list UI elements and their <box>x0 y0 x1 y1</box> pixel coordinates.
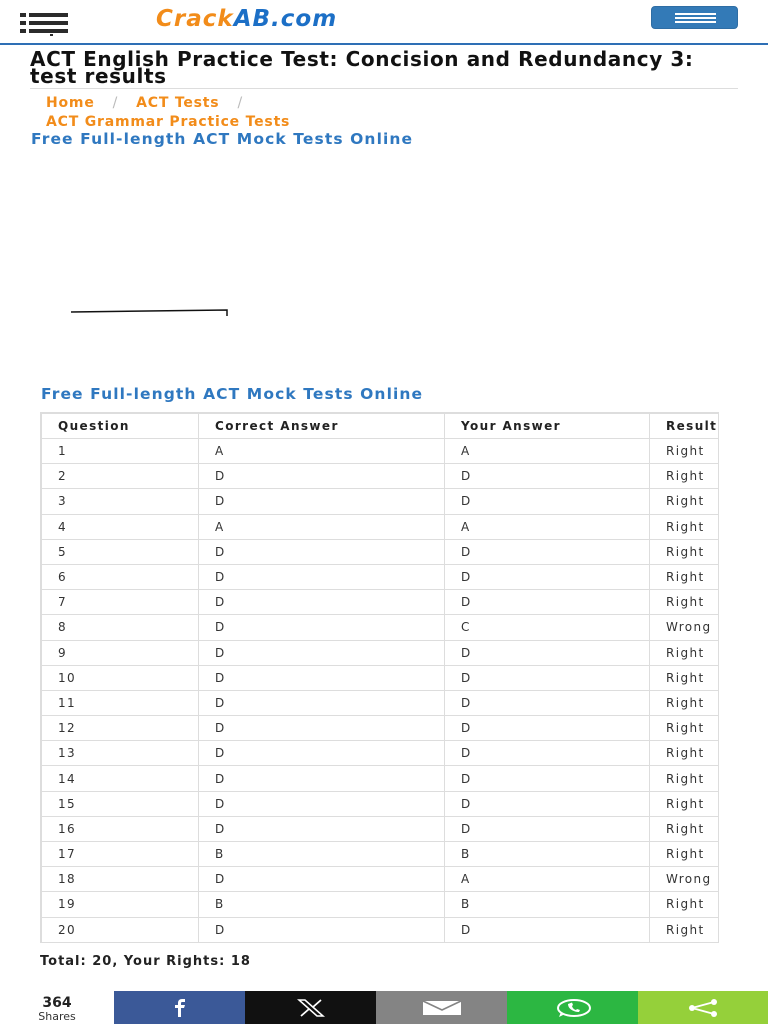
table-row <box>42 640 720 665</box>
table-row <box>42 690 720 715</box>
cell-correct-answer: D <box>199 489 445 514</box>
cell-result: Right <box>650 489 720 514</box>
breadcrumb-home[interactable]: Home <box>46 95 95 111</box>
cell-question: 1 <box>42 439 199 464</box>
cell-correct-answer: D <box>199 640 445 665</box>
results-table <box>41 413 719 943</box>
list-menu-icon[interactable] <box>20 12 68 36</box>
cell-correct-answer: D <box>199 539 445 564</box>
cell-question: 19 <box>42 892 199 917</box>
cell-question: 7 <box>42 590 199 615</box>
table-row <box>42 539 720 564</box>
ad-placeholder-line <box>60 296 240 320</box>
cell-result: Right <box>650 766 720 791</box>
cell-your-answer: D <box>445 766 650 791</box>
cell-question: 14 <box>42 766 199 791</box>
cell-correct-answer: D <box>199 590 445 615</box>
cell-result: Right <box>650 716 720 741</box>
cell-question: 6 <box>42 564 199 589</box>
cell-correct-answer: D <box>199 867 445 892</box>
table-row <box>42 564 720 589</box>
logo-text-ab: AB.com <box>233 6 338 32</box>
cell-your-answer: A <box>445 867 650 892</box>
breadcrumb-act-tests[interactable]: ACT Tests <box>136 95 220 111</box>
cell-correct-answer: D <box>199 464 445 489</box>
cell-question: 13 <box>42 741 199 766</box>
cell-your-answer: D <box>445 816 650 841</box>
cell-correct-answer: D <box>199 690 445 715</box>
cell-question: 15 <box>42 791 199 816</box>
table-row <box>42 791 720 816</box>
site-logo[interactable] <box>156 6 337 32</box>
cell-question: 10 <box>42 665 199 690</box>
cell-your-answer: D <box>445 791 650 816</box>
cell-correct-answer: A <box>199 514 445 539</box>
cell-your-answer: D <box>445 741 650 766</box>
cell-your-answer: D <box>445 716 650 741</box>
cell-result: Wrong <box>650 615 720 640</box>
cell-your-answer: D <box>445 690 650 715</box>
table-header-row <box>42 414 720 439</box>
cell-result: Right <box>650 539 720 564</box>
cell-question: 9 <box>42 640 199 665</box>
breadcrumb <box>46 94 696 132</box>
breadcrumb-grammar-tests[interactable]: ACT Grammar Practice Tests <box>46 114 291 130</box>
cell-result: Right <box>650 917 720 942</box>
mock-tests-link-top[interactable]: Free Full-length ACT Mock Tests Online <box>31 130 414 148</box>
cell-question: 2 <box>42 464 199 489</box>
table-row <box>42 917 720 942</box>
table-row <box>42 842 720 867</box>
results-table-container[interactable] <box>40 412 719 943</box>
cell-correct-answer: B <box>199 892 445 917</box>
cell-your-answer: D <box>445 464 650 489</box>
email-share-button[interactable] <box>376 991 507 1024</box>
table-row <box>42 665 720 690</box>
cell-your-answer: D <box>445 917 650 942</box>
table-row <box>42 716 720 741</box>
results-table-body <box>42 439 720 943</box>
generic-share-button[interactable] <box>638 991 768 1024</box>
cell-question: 11 <box>42 690 199 715</box>
cell-question: 18 <box>42 867 199 892</box>
cell-your-answer: D <box>445 489 650 514</box>
cell-your-answer: D <box>445 590 650 615</box>
cell-question: 20 <box>42 917 199 942</box>
cell-correct-answer: D <box>199 665 445 690</box>
cell-question: 3 <box>42 489 199 514</box>
whatsapp-share-button[interactable] <box>507 991 638 1024</box>
cell-correct-answer: B <box>199 842 445 867</box>
table-row <box>42 590 720 615</box>
mock-tests-link-bottom[interactable]: Free Full-length ACT Mock Tests Online <box>41 385 424 403</box>
cell-correct-answer: D <box>199 917 445 942</box>
table-row <box>42 816 720 841</box>
cell-result: Right <box>650 665 720 690</box>
cell-result: Right <box>650 640 720 665</box>
cell-question: 17 <box>42 842 199 867</box>
cell-result: Right <box>650 791 720 816</box>
header-result: Result <box>650 414 720 439</box>
cell-your-answer: A <box>445 514 650 539</box>
cell-question: 12 <box>42 716 199 741</box>
cell-result: Right <box>650 464 720 489</box>
cell-your-answer: D <box>445 564 650 589</box>
breadcrumb-separator: / <box>237 95 243 111</box>
cell-result: Right <box>650 439 720 464</box>
header-your-answer: Your Answer <box>445 414 650 439</box>
cell-result: Right <box>650 892 720 917</box>
cell-your-answer: D <box>445 665 650 690</box>
table-row <box>42 867 720 892</box>
cell-result: Right <box>650 842 720 867</box>
nav-toggle-button[interactable] <box>651 6 738 29</box>
share-count-label: Shares <box>38 1010 76 1023</box>
share-bar <box>0 991 768 1024</box>
facebook-share-button[interactable] <box>114 991 245 1024</box>
header-question: Question <box>42 414 199 439</box>
cell-your-answer: A <box>445 439 650 464</box>
page-title: ACT English Practice Test: Concision and Redundancy 3: test results <box>30 47 694 88</box>
facebook-icon <box>173 999 187 1017</box>
cell-correct-answer: D <box>199 791 445 816</box>
cell-your-answer: D <box>445 640 650 665</box>
share-count <box>0 991 114 1024</box>
table-row <box>42 741 720 766</box>
share-count-number: 364 <box>42 995 72 1011</box>
cell-your-answer: D <box>445 539 650 564</box>
x-icon <box>297 999 325 1017</box>
table-row <box>42 514 720 539</box>
x-share-button[interactable] <box>245 991 376 1024</box>
title-divider <box>30 88 738 89</box>
cell-result: Right <box>650 690 720 715</box>
table-row <box>42 615 720 640</box>
breadcrumb-separator: / <box>112 95 119 111</box>
cell-correct-answer: D <box>199 816 445 841</box>
cell-result: Right <box>650 816 720 841</box>
cell-your-answer: B <box>445 842 650 867</box>
cell-result: Right <box>650 590 720 615</box>
cell-result: Right <box>650 564 720 589</box>
score-total: Total: 20, Your Rights: 18 <box>40 954 251 969</box>
cell-question: 16 <box>42 816 199 841</box>
table-row <box>42 464 720 489</box>
cell-result: Wrong <box>650 867 720 892</box>
cell-result: Right <box>650 514 720 539</box>
cell-your-answer: C <box>445 615 650 640</box>
cell-correct-answer: D <box>199 615 445 640</box>
header-correct-answer: Correct Answer <box>199 414 445 439</box>
top-header <box>0 0 768 45</box>
cell-correct-answer: A <box>199 439 445 464</box>
cell-correct-answer: D <box>199 564 445 589</box>
cell-result: Right <box>650 741 720 766</box>
cell-correct-answer: D <box>199 766 445 791</box>
cell-question: 5 <box>42 539 199 564</box>
share-icon <box>684 999 722 1017</box>
table-row <box>42 766 720 791</box>
cell-question: 8 <box>42 615 199 640</box>
cell-question: 4 <box>42 514 199 539</box>
email-icon <box>422 1000 462 1016</box>
cell-correct-answer: D <box>199 716 445 741</box>
table-row <box>42 892 720 917</box>
cell-correct-answer: D <box>199 741 445 766</box>
table-row <box>42 489 720 514</box>
table-row <box>42 439 720 464</box>
whatsapp-icon <box>553 998 593 1018</box>
cell-your-answer: B <box>445 892 650 917</box>
logo-text-crack: Crack <box>156 6 234 32</box>
